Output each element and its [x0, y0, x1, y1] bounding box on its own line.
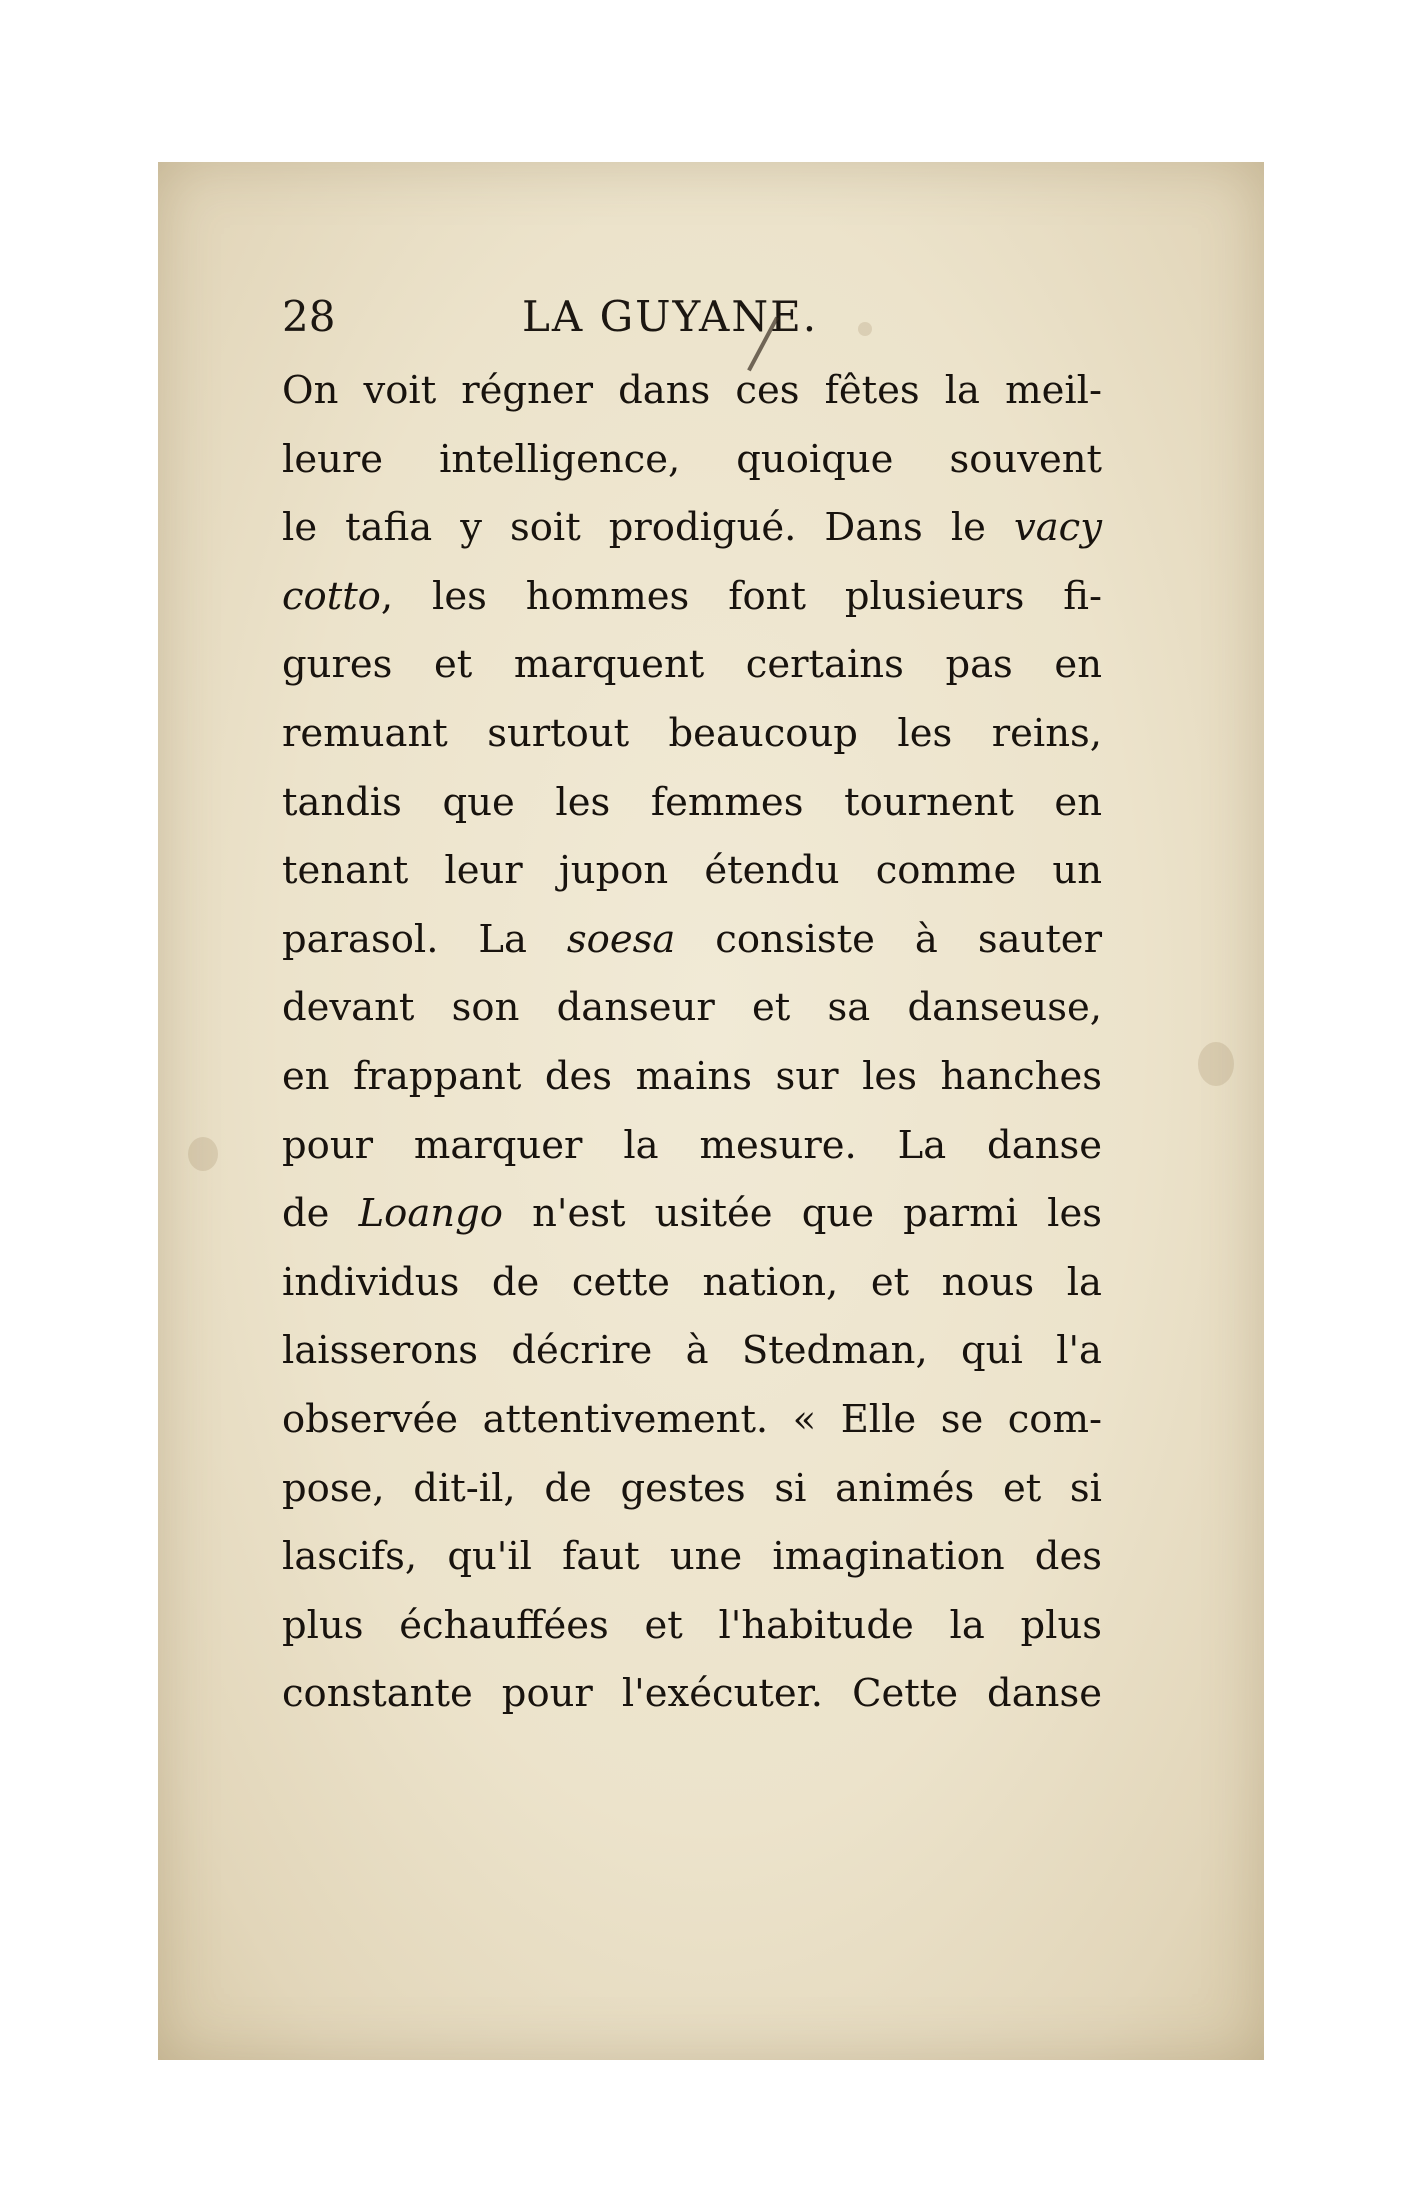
paper-stain	[1198, 1042, 1234, 1086]
text-segment: laisserons décrire à Stedman, qui l'a	[282, 1328, 1102, 1374]
text-segment: pour marquer la mesure. La danse	[282, 1122, 1102, 1168]
text-segment: individus de cette nation, et nous la	[282, 1259, 1102, 1305]
text-segment: parasol. La	[282, 916, 567, 962]
text-line	[282, 1592, 1102, 1661]
text-segment: constante pour l'exécuter. Cette danse	[282, 1671, 1102, 1717]
text-line	[282, 700, 1102, 769]
text-segment: tandis que les femmes tournent en	[282, 779, 1102, 825]
text-line	[282, 631, 1102, 700]
text-segment: gures et marquent certains pas en	[282, 642, 1102, 688]
italic-term: cotto	[282, 573, 381, 619]
text-segment: consiste à sauter	[675, 916, 1102, 962]
text-segment: plus échauffées et l'habitude la plus	[282, 1602, 1102, 1648]
text-segment: , les hommes font plusieurs fi-	[380, 573, 1102, 619]
text-line	[282, 906, 1102, 975]
text-line	[282, 769, 1102, 838]
page-number: 28	[282, 292, 336, 341]
text-line	[282, 1249, 1102, 1318]
running-head: LA GUYANE.	[522, 292, 819, 341]
text-segment: n'est usitée que parmi les	[502, 1191, 1102, 1237]
text-line	[282, 1112, 1102, 1181]
text-segment: le tafia y soit prodigué. Dans le	[282, 505, 1014, 551]
text-line	[282, 1386, 1102, 1455]
text-line	[282, 1523, 1102, 1592]
text-segment: de	[282, 1191, 359, 1237]
text-segment: observée attentivement. « Elle se com-	[282, 1396, 1102, 1442]
text-segment: remuant surtout beaucoup les reins,	[282, 710, 1102, 756]
text-line	[282, 1660, 1102, 1729]
text-line	[282, 1043, 1102, 1112]
text-line	[282, 837, 1102, 906]
text-line	[282, 974, 1102, 1043]
text-line	[282, 1180, 1102, 1249]
body-text	[282, 357, 1102, 1729]
text-segment: en frappant des mains sur les hanches	[282, 1053, 1102, 1099]
italic-term: vacy	[1013, 505, 1102, 551]
paper-stain	[188, 1137, 218, 1171]
page-header	[282, 282, 1132, 352]
text-segment: lascifs, qu'il faut une imagination des	[282, 1534, 1102, 1580]
text-segment: On voit régner dans ces fêtes la meil-	[282, 368, 1102, 413]
text-segment: devant son danseur et sa danseuse,	[282, 985, 1102, 1031]
italic-term: soesa	[566, 916, 676, 962]
text-line	[282, 494, 1102, 563]
text-line	[282, 563, 1102, 632]
text-segment: leure intelligence, quoique souvent	[282, 436, 1102, 482]
text-line	[282, 426, 1102, 495]
text-line	[282, 1455, 1102, 1524]
text-line	[282, 1317, 1102, 1386]
text-segment: pose, dit-il, de gestes si animés et si	[282, 1465, 1102, 1511]
italic-term: Loango	[358, 1191, 503, 1237]
text-line	[282, 357, 1102, 426]
book-page	[158, 162, 1264, 2060]
text-segment: tenant leur jupon étendu comme un	[282, 848, 1102, 894]
